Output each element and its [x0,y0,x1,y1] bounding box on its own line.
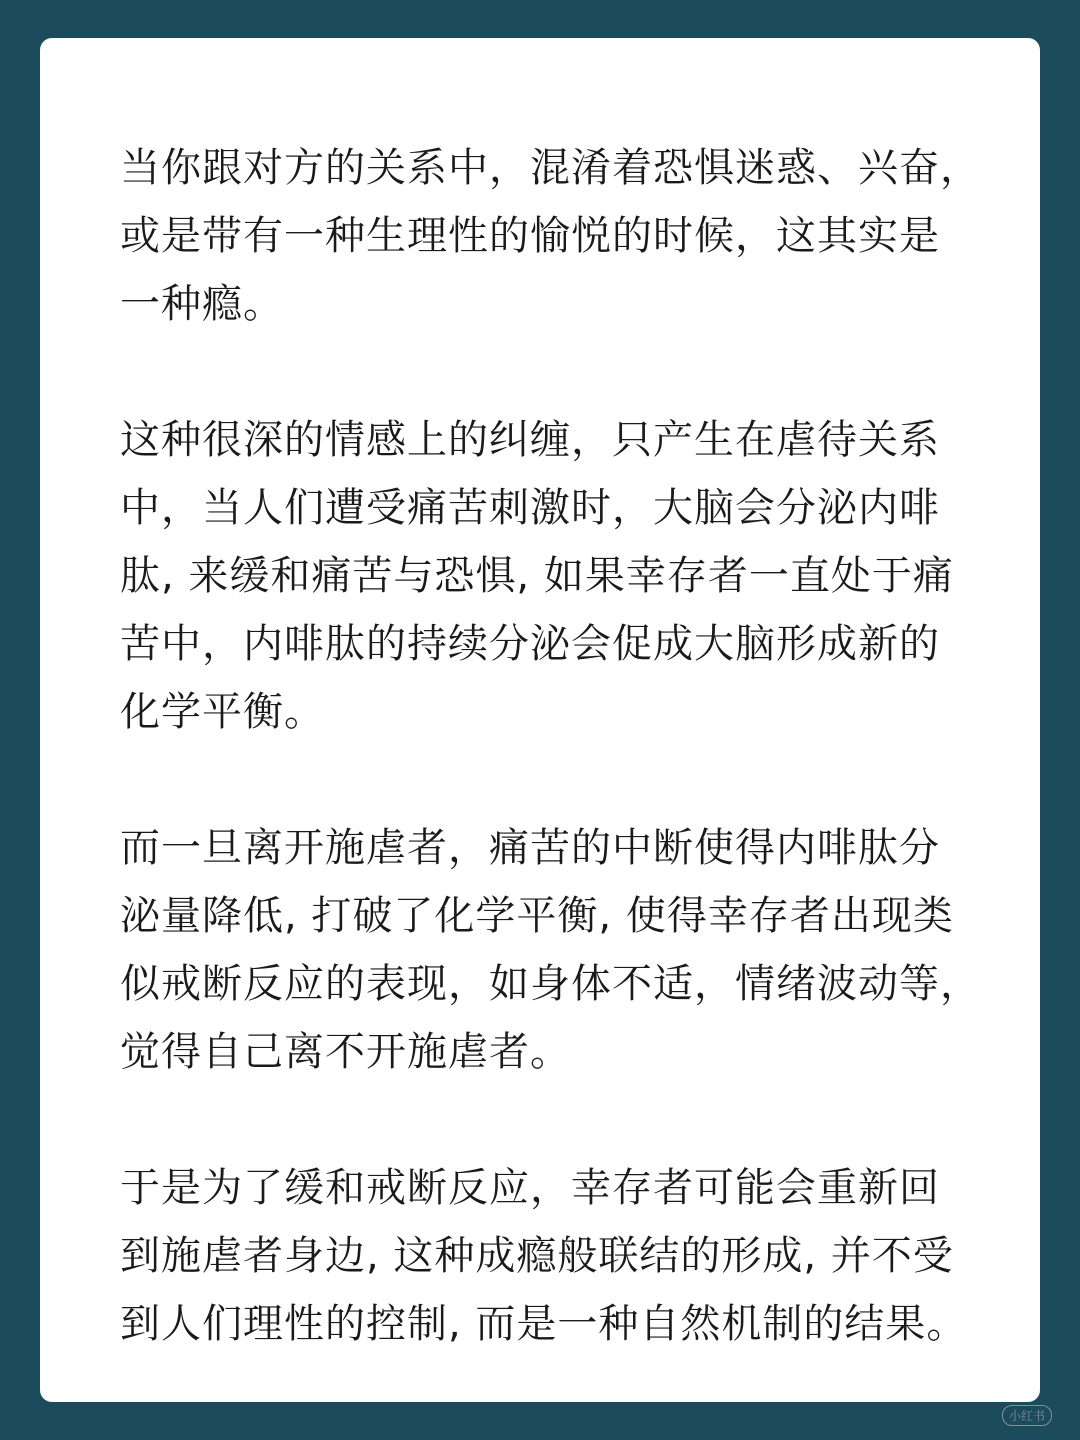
text-line: 这种很深的情感上的纠缠，只产生在虐待关系 [120,417,940,463]
paragraph-1 [120,134,981,338]
text-line: 而一旦离开施虐者，痛苦的中断使得内啡肽分 [120,825,940,871]
text-line: 于是为了缓和戒断反应，幸存者可能会重新回 [120,1165,940,1211]
text-line: 觉得自己离不开施虐者。 [120,1029,571,1075]
text-line: 似戒断反应的表现，如身体不适，情绪波动等， [120,961,981,1007]
text-line: 一种瘾。 [120,281,284,327]
text-line: 肽, 来缓和痛苦与恐惧, 如果幸存者一直处于痛 [120,553,954,599]
text-line: 或是带有一种生理性的愉悦的时候，这其实是 [120,213,940,259]
paragraph-3 [120,814,981,1086]
paragraph-4 [120,1154,968,1358]
text-line: 苦中，内啡肽的持续分泌会促成大脑形成新的 [120,621,940,667]
text-line: 到施虐者身边, 这种成瘾般联结的形成, 并不受 [120,1233,954,1279]
watermark-logo: 小红书 [1002,1405,1052,1426]
text-line: 泌量降低, 打破了化学平衡, 使得幸存者出现类 [120,893,954,939]
text-line: 中，当人们遭受痛苦刺激时，大脑会分泌内啡 [120,485,940,531]
content-card [40,38,1040,1402]
paragraph-2 [120,406,964,746]
text-line: 到人们理性的控制, 而是一种自然机制的结果。 [120,1301,968,1347]
text-line: 当你跟对方的关系中，混淆着恐惧迷惑、兴奋， [120,145,981,191]
text-line: 化学平衡。 [120,689,325,735]
